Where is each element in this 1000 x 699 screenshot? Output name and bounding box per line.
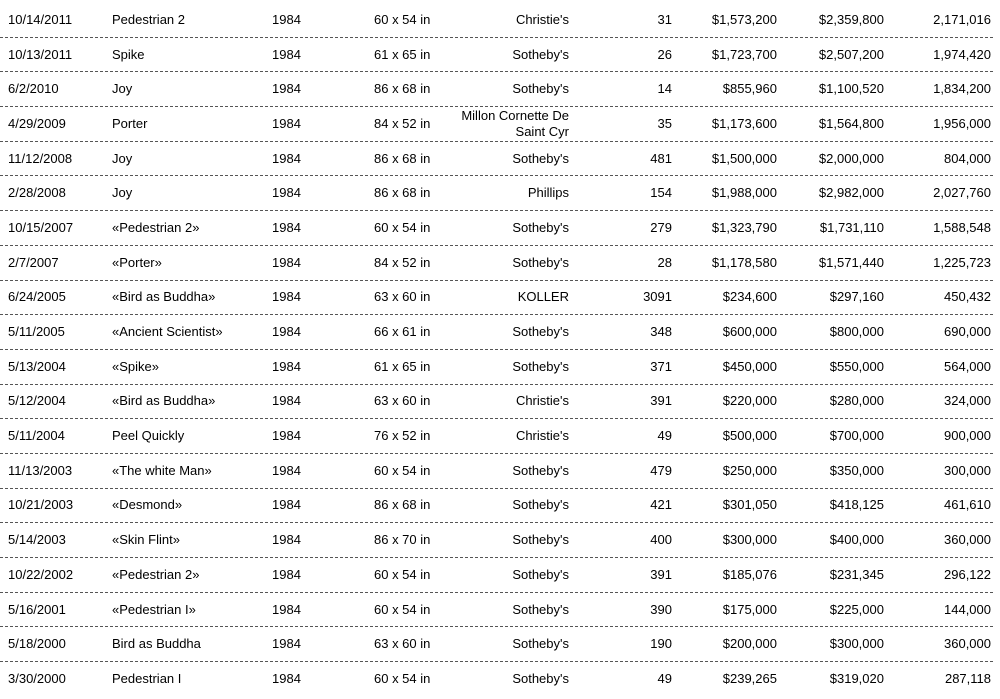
sale-price-cell: 1,974,420	[933, 46, 991, 62]
lot-number-cell: 190	[650, 636, 672, 652]
estimate-high-cell: $2,000,000	[818, 150, 884, 166]
artwork-title-cell: «Pedestrian 2»	[112, 566, 200, 582]
artwork-title-cell: Pedestrian I	[112, 671, 182, 687]
estimate-low-cell: $1,500,000	[711, 150, 777, 166]
auction-house-cell: Sotheby's	[512, 671, 569, 687]
sale-price-cell: 690,000	[944, 324, 991, 340]
auction-house-cell: Sotheby's	[512, 358, 569, 374]
year-cell: 1984	[272, 115, 301, 131]
estimate-low-cell: $300,000	[722, 532, 777, 548]
sale-price-cell: 1,834,200	[933, 81, 991, 97]
sale-price-cell: 461,610	[944, 497, 991, 513]
estimate-low-cell: $1,573,200	[711, 11, 777, 27]
table-row	[0, 593, 993, 628]
estimate-low-cell: $1,323,790	[711, 219, 777, 235]
sale-date-cell: 5/11/2005	[8, 324, 65, 340]
lot-number-cell: 479	[650, 462, 672, 478]
lot-number-cell: 49	[657, 428, 672, 444]
table-row	[0, 3, 993, 38]
artwork-title-cell: Joy	[112, 150, 133, 166]
artwork-title-cell: Peel Quickly	[112, 428, 185, 444]
lot-number-cell: 49	[657, 671, 672, 687]
artwork-title-cell: «Skin Flint»	[112, 532, 180, 548]
year-cell: 1984	[272, 671, 301, 687]
table-row	[0, 523, 993, 558]
sale-price-cell: 296,122	[944, 566, 991, 582]
dimensions-cell: 63 x 60 in	[374, 393, 431, 409]
auction-house-cell: Sotheby's	[512, 462, 569, 478]
year-cell: 1984	[272, 46, 301, 62]
estimate-high-cell: $350,000	[829, 462, 884, 478]
table-row	[0, 107, 993, 142]
year-cell: 1984	[272, 428, 301, 444]
estimate-high-cell: $1,571,440	[818, 254, 884, 270]
estimate-high-cell: $2,507,200	[818, 46, 884, 62]
year-cell: 1984	[272, 497, 301, 513]
year-cell: 1984	[272, 393, 301, 409]
sale-price-cell: 1,956,000	[933, 115, 991, 131]
table-row	[0, 558, 993, 593]
sale-price-cell: 2,027,760	[933, 185, 991, 201]
artwork-title-cell: Joy	[112, 81, 133, 97]
dimensions-cell: 61 x 65 in	[374, 46, 431, 62]
sale-price-cell: 450,432	[944, 289, 991, 305]
estimate-high-cell: $280,000	[829, 393, 884, 409]
sale-date-cell: 6/2/2010	[8, 81, 59, 97]
sale-price-cell: 2,171,016	[933, 11, 991, 27]
dimensions-cell: 86 x 68 in	[374, 185, 431, 201]
sale-date-cell: 10/15/2007	[8, 219, 74, 235]
estimate-high-cell: $2,982,000	[818, 185, 884, 201]
year-cell: 1984	[272, 289, 301, 305]
table-row	[0, 38, 993, 73]
table-row	[0, 315, 993, 350]
dimensions-cell: 60 x 54 in	[374, 11, 431, 27]
artwork-title-cell: Joy	[112, 185, 133, 201]
estimate-high-cell: $1,564,800	[818, 115, 884, 131]
sale-date-cell: 2/28/2008	[8, 185, 66, 201]
lot-number-cell: 3091	[643, 289, 672, 305]
estimate-low-cell: $1,723,700	[711, 46, 777, 62]
sale-date-cell: 10/22/2002	[8, 566, 74, 582]
estimate-low-cell: $185,076	[722, 566, 777, 582]
dimensions-cell: 86 x 68 in	[374, 497, 431, 513]
table-row	[0, 176, 993, 211]
sale-date-cell: 10/13/2011	[8, 46, 73, 62]
lot-number-cell: 31	[657, 11, 672, 27]
lot-number-cell: 348	[650, 324, 672, 340]
estimate-low-cell: $600,000	[722, 324, 777, 340]
sale-price-cell: 1,225,723	[933, 254, 991, 270]
auction-house-cell: Sotheby's	[512, 497, 569, 513]
artwork-title-cell: «Ancient Scientist»	[112, 324, 223, 340]
auction-house-cell: Sotheby's	[512, 636, 569, 652]
lot-number-cell: 391	[650, 393, 672, 409]
estimate-low-cell: $855,960	[722, 81, 777, 97]
auction-house-cell: Sotheby's	[512, 150, 569, 166]
estimate-low-cell: $1,173,600	[711, 115, 777, 131]
auction-house-cell: Phillips	[527, 185, 569, 201]
dimensions-cell: 60 x 54 in	[374, 566, 431, 582]
sale-date-cell: 2/7/2007	[8, 254, 59, 270]
sale-date-cell: 5/11/2004	[8, 428, 65, 444]
estimate-high-cell: $300,000	[829, 636, 884, 652]
dimensions-cell: 60 x 54 in	[374, 671, 431, 687]
estimate-low-cell: $301,050	[722, 497, 777, 513]
sale-date-cell: 5/14/2003	[8, 532, 66, 548]
sale-date-cell: 11/13/2003	[8, 462, 73, 478]
year-cell: 1984	[272, 185, 301, 201]
artwork-title-cell: Spike	[112, 46, 145, 62]
artwork-title-cell: «Bird as Buddha»	[112, 393, 216, 409]
sale-price-cell: 300,000	[944, 462, 991, 478]
auction-house-cell: Sotheby's	[512, 219, 569, 235]
dimensions-cell: 63 x 60 in	[374, 289, 431, 305]
artwork-title-cell: «Desmond»	[112, 497, 183, 513]
estimate-high-cell: $1,731,110	[819, 219, 884, 235]
artwork-title-cell: Pedestrian 2	[112, 11, 185, 27]
auction-house-cell: Sotheby's	[512, 254, 569, 270]
estimate-high-cell: $231,345	[829, 566, 884, 582]
sale-date-cell: 3/30/2000	[8, 671, 66, 687]
artwork-title-cell: Porter	[112, 115, 148, 131]
sale-date-cell: 10/14/2011	[8, 11, 73, 27]
artwork-title-cell: «Spike»	[112, 358, 159, 374]
year-cell: 1984	[272, 601, 301, 617]
table-row	[0, 246, 993, 281]
estimate-high-cell: $700,000	[829, 428, 884, 444]
lot-number-cell: 481	[650, 150, 672, 166]
dimensions-cell: 76 x 52 in	[374, 428, 431, 444]
dimensions-cell: 86 x 68 in	[374, 150, 431, 166]
dimensions-cell: 60 x 54 in	[374, 219, 431, 235]
estimate-low-cell: $239,265	[722, 671, 777, 687]
sale-price-cell: 360,000	[944, 636, 991, 652]
table-row	[0, 72, 993, 107]
year-cell: 1984	[272, 636, 301, 652]
estimate-low-cell: $450,000	[722, 358, 777, 374]
artwork-title-cell: Bird as Buddha	[112, 636, 201, 652]
auction-house-cell: Sotheby's	[512, 324, 569, 340]
auction-house-cell: Christie's	[515, 393, 569, 409]
auction-results-table	[0, 3, 993, 697]
estimate-low-cell: $1,988,000	[711, 185, 777, 201]
dimensions-cell: 86 x 68 in	[374, 81, 431, 97]
year-cell: 1984	[272, 11, 301, 27]
table-row	[0, 385, 993, 420]
sale-price-cell: 287,118	[944, 671, 991, 687]
estimate-high-cell: $400,000	[829, 532, 884, 548]
estimate-low-cell: $1,178,580	[711, 254, 777, 270]
dimensions-cell: 60 x 54 in	[374, 462, 431, 478]
auction-house-cell: Christie's	[515, 428, 569, 444]
sale-date-cell: 5/16/2001	[8, 601, 66, 617]
estimate-high-cell: $1,100,520	[818, 81, 884, 97]
estimate-low-cell: $234,600	[722, 289, 777, 305]
year-cell: 1984	[272, 324, 301, 340]
estimate-low-cell: $500,000	[722, 428, 777, 444]
year-cell: 1984	[272, 358, 301, 374]
year-cell: 1984	[272, 254, 301, 270]
auction-house-cell: Millon Cornette De Saint Cyr	[461, 107, 569, 139]
lot-number-cell: 26	[657, 46, 672, 62]
table-row	[0, 142, 993, 177]
lot-number-cell: 279	[650, 219, 672, 235]
estimate-high-cell: $297,160	[829, 289, 884, 305]
sale-price-cell: 1,588,548	[933, 219, 991, 235]
dimensions-cell: 63 x 60 in	[374, 636, 431, 652]
lot-number-cell: 390	[650, 601, 672, 617]
auction-house-cell: Sotheby's	[512, 601, 569, 617]
lot-number-cell: 371	[650, 358, 672, 374]
sale-date-cell: 11/12/2008	[8, 150, 73, 166]
sale-price-cell: 564,000	[944, 358, 991, 374]
dimensions-cell: 61 x 65 in	[374, 358, 431, 374]
table-row	[0, 350, 993, 385]
artwork-title-cell: «Pedestrian I»	[112, 601, 196, 617]
lot-number-cell: 154	[650, 185, 672, 201]
artwork-title-cell: «Bird as Buddha»	[112, 289, 216, 305]
sale-date-cell: 5/13/2004	[8, 358, 66, 374]
lot-number-cell: 391	[650, 566, 672, 582]
auction-house-cell: Sotheby's	[512, 566, 569, 582]
estimate-high-cell: $550,000	[829, 358, 884, 374]
year-cell: 1984	[272, 81, 301, 97]
sale-price-cell: 360,000	[944, 532, 991, 548]
table-row	[0, 489, 993, 524]
sale-date-cell: 5/12/2004	[8, 393, 66, 409]
sale-date-cell: 10/21/2003	[8, 497, 74, 513]
estimate-high-cell: $319,020	[829, 671, 884, 687]
sale-date-cell: 5/18/2000	[8, 636, 66, 652]
estimate-low-cell: $175,000	[722, 601, 777, 617]
table-row	[0, 454, 993, 489]
artwork-title-cell: «Porter»	[112, 254, 162, 270]
dimensions-cell: 66 x 61 in	[374, 324, 431, 340]
sale-price-cell: 144,000	[944, 601, 991, 617]
dimensions-cell: 84 x 52 in	[374, 115, 431, 131]
sale-price-cell: 900,000	[944, 428, 991, 444]
lot-number-cell: 400	[650, 532, 672, 548]
year-cell: 1984	[272, 150, 301, 166]
table-row	[0, 662, 993, 697]
auction-house-cell: Sotheby's	[512, 532, 569, 548]
table-row	[0, 281, 993, 316]
year-cell: 1984	[272, 566, 301, 582]
dimensions-cell: 60 x 54 in	[374, 601, 431, 617]
artwork-title-cell: «Pedestrian 2»	[112, 219, 200, 235]
sale-price-cell: 324,000	[944, 393, 991, 409]
artwork-title-cell: «The white Man»	[112, 462, 212, 478]
lot-number-cell: 35	[657, 115, 672, 131]
year-cell: 1984	[272, 219, 301, 235]
estimate-high-cell: $2,359,800	[818, 11, 884, 27]
sale-date-cell: 6/24/2005	[8, 289, 66, 305]
estimate-low-cell: $250,000	[722, 462, 777, 478]
table-row	[0, 627, 993, 662]
sale-date-cell: 4/29/2009	[8, 115, 66, 131]
auction-house-cell: Sotheby's	[512, 81, 569, 97]
estimate-low-cell: $200,000	[722, 636, 777, 652]
table-row	[0, 419, 993, 454]
dimensions-cell: 84 x 52 in	[374, 254, 431, 270]
dimensions-cell: 86 x 70 in	[374, 532, 431, 548]
auction-house-cell: Christie's	[515, 11, 569, 27]
estimate-high-cell: $225,000	[829, 601, 884, 617]
lot-number-cell: 421	[650, 497, 672, 513]
table-row	[0, 211, 993, 246]
lot-number-cell: 28	[657, 254, 672, 270]
year-cell: 1984	[272, 532, 301, 548]
year-cell: 1984	[272, 462, 301, 478]
lot-number-cell: 14	[657, 81, 672, 97]
estimate-high-cell: $418,125	[829, 497, 884, 513]
estimate-high-cell: $800,000	[829, 324, 884, 340]
estimate-low-cell: $220,000	[722, 393, 777, 409]
auction-house-cell: KOLLER	[517, 289, 569, 305]
sale-price-cell: 804,000	[944, 150, 991, 166]
auction-house-cell: Sotheby's	[512, 46, 569, 62]
